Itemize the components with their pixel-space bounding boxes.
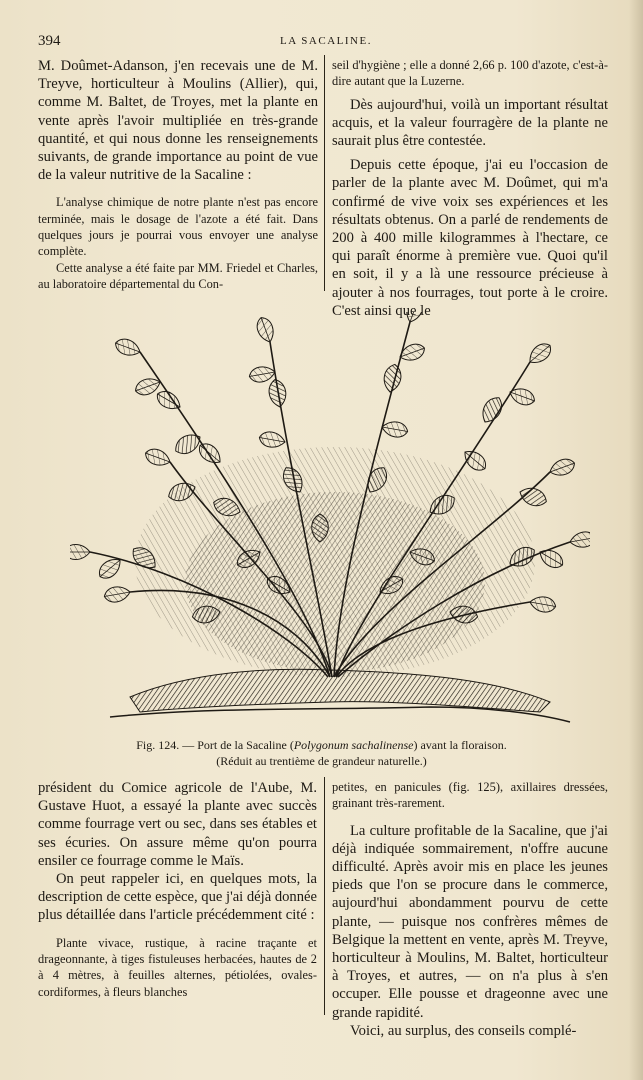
plant-illustration <box>70 312 590 730</box>
body-paragraph: On peut rappeler ici, en quelques mots, la description de cette espèce, que j'ai déjà donnée plus détaillée dans l'article précédemment cité : <box>38 871 317 924</box>
quoted-paragraph: Cette analyse a été faite par MM. Friedel et Charles, au laboratoire départemental du Con- <box>38 260 318 291</box>
column-divider-bottom <box>324 777 325 1015</box>
column-divider-top <box>324 55 325 291</box>
body-paragraph: Depuis cette époque, j'ai eu l'occasion de parler de la plante avec M. Doûmet, qui m'a confirmé de vive voix ses expériences et les résultats obtenus. On a parlé de rendements de 200 à 400 mille kilogrammes à l'hectare, ce qui paraît énorme à première vue. Quoi qu'il en soit, il y a là une ressource précieuse à ajouter à nos fourrages, tout porte à le croire. C'est ainsi que le <box>332 157 608 319</box>
running-head: LA SACALINE. <box>280 35 372 47</box>
left-column-bottom <box>38 779 317 1000</box>
quoted-paragraph: seil d'hygiène ; elle a donné 2,66 p. 100 d'azote, c'est-à-dire autant que la Luzerne. <box>332 58 608 89</box>
plant-engraving-svg <box>70 312 590 730</box>
body-paragraph: M. Doûmet-Adanson, j'en recevais une de M. Treyve, horticulteur à Moulins (Allier), qui, comme M. Baltet, de Troyes, met la plante en vente après l'avoir multipliée en très-grande quantité, et qui nous donne les renseignements suivants, de grande importance au point de vue de la valeur nutritive de la Sacaline : <box>38 58 318 184</box>
figure-caption <box>0 737 643 769</box>
page-spine-shadow <box>629 0 643 1080</box>
body-paragraph: La culture profitable de la Sacaline, que j'ai déjà indiquée sommairement, n'offre aucune difficulté. Après avoir mis en place les jeunes pieds que l'on se procure dans le commerce, aujourd'hui abondamment pourvu de cette plante, — puisque nos confrères mêmes de Belgique la mettent en vente, après M. Treyve, horticulteur à Moulins, M. Baltet, horticulteur à Troyes, et autres, — on n'a plus à s'en occuper. Elle pousse et drageonne avec une grande rapidité. <box>332 822 608 1021</box>
body-paragraph: Voici, au surplus, des conseils complé- <box>350 1022 577 1039</box>
body-paragraph: Dès aujourd'hui, voilà un important résultat acquis, et la valeur fourragère de la plante ne saurait plus être contestée. <box>332 96 608 149</box>
caption-line-2: (Réduit au trentième de grandeur naturelle.) <box>216 754 427 768</box>
quoted-paragraph: Plante vivace, rustique, à racine traçante et drageonnante, à tiges fistuleuses herbacées, hautes de 2 à 4 mètres, à feuilles alternes, pétiolées, ovales-cordiformes, à fleurs blanches <box>38 935 317 999</box>
caption-species: Polygonum sachalinense <box>293 738 414 752</box>
caption-prefix: Fig. 124. — Port de la Sacaline ( <box>136 738 294 752</box>
caption-line-1 <box>0 737 643 753</box>
right-column-top <box>332 57 608 320</box>
quoted-paragraph: petites, en panicules (fig. 125), axillaires dressées, grainant très-rarement. <box>332 780 608 811</box>
page-header <box>0 33 643 51</box>
quoted-paragraph: L'analyse chimique de notre plante n'est pas encore terminée, mais le dosage de l'azote a été fait. Dans quelques jours je pourrai vous envoyer une analyse complète. <box>38 195 318 259</box>
right-column-bottom <box>332 779 608 1040</box>
page-number: 394 <box>38 33 61 49</box>
left-column-top <box>38 57 318 292</box>
body-paragraph: président du Comice agricole de l'Aube, M. Gustave Huot, a essayé la plante avec succès comme fourrage vert ou sec, dans ses étables et ses écuries. On assure même qu'on pourra ensiler ce fourrage comme le Maïs. <box>38 780 317 869</box>
caption-suffix: ) avant la floraison. <box>413 738 507 752</box>
